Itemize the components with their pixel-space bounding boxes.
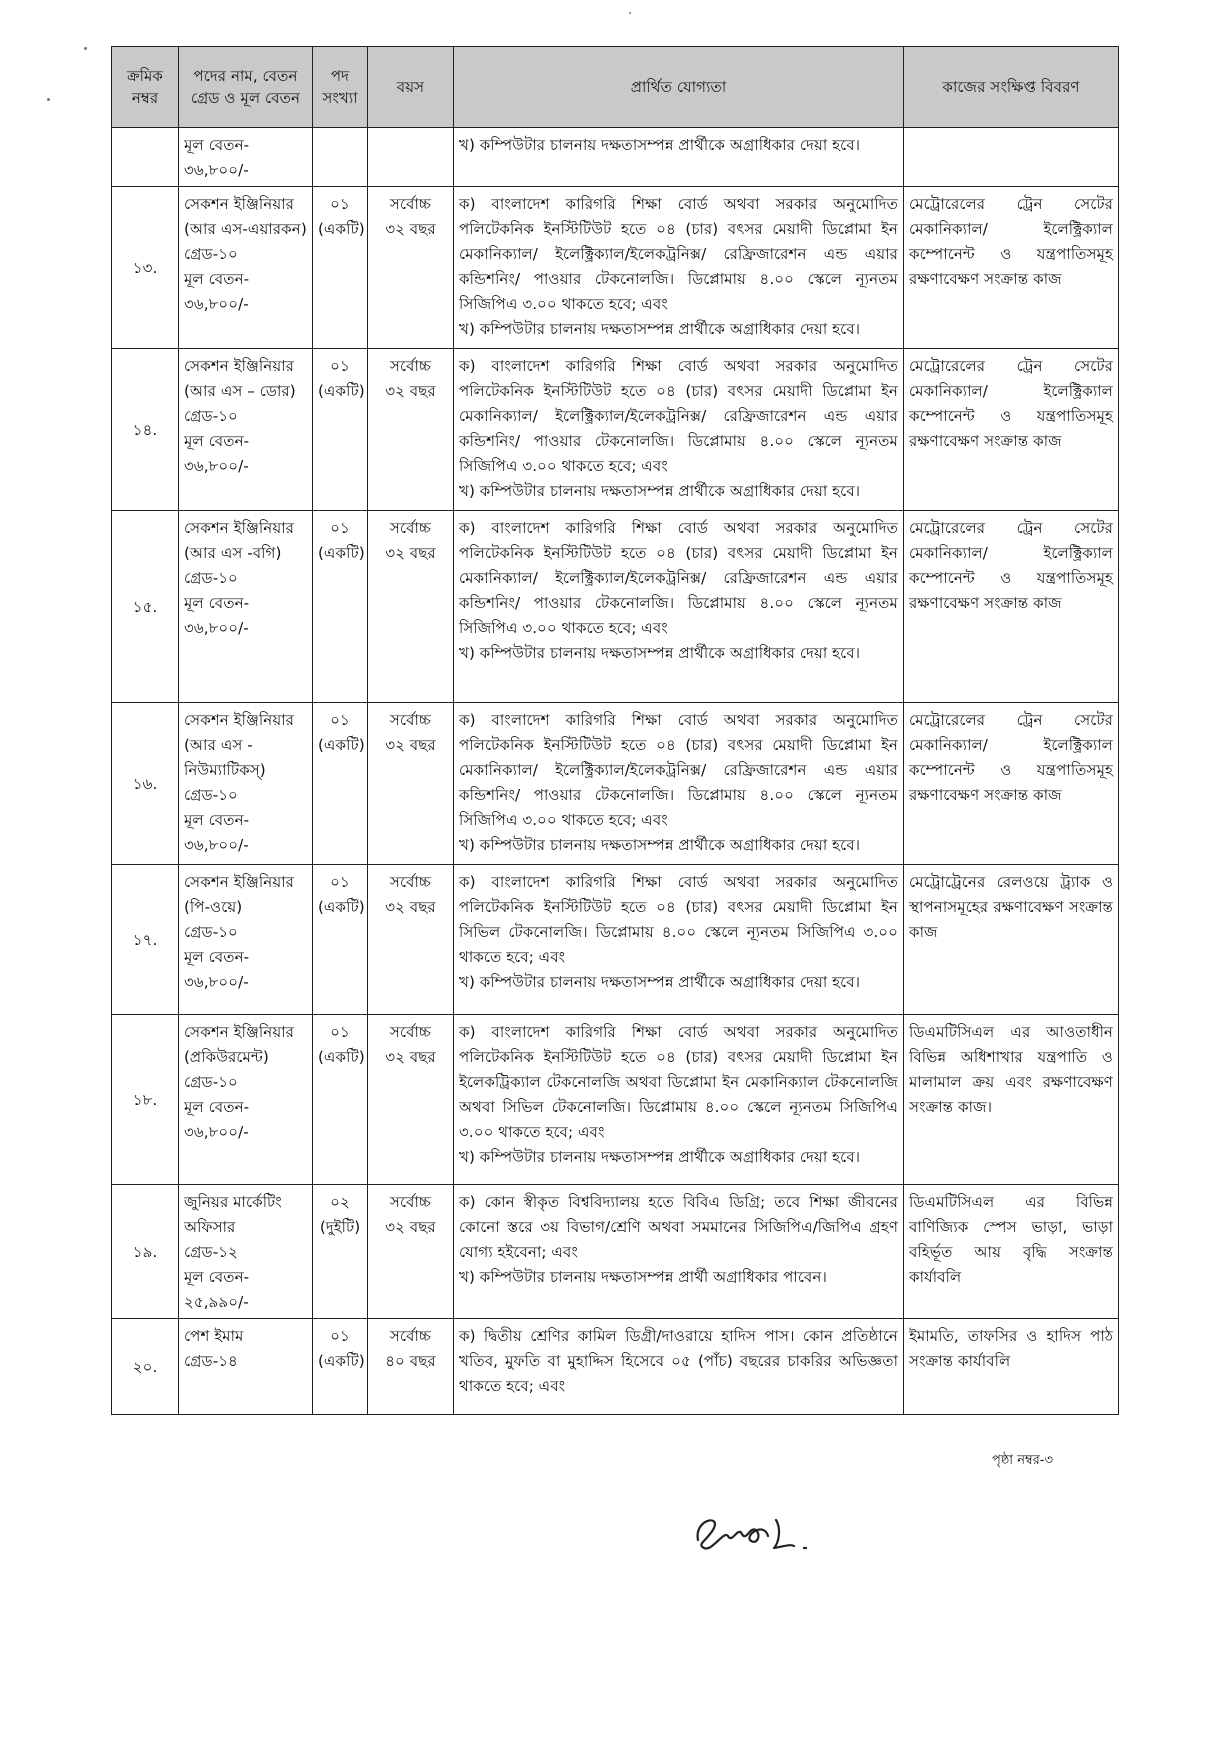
post-name-cell-line: মূল বেতন-: [184, 948, 250, 966]
post-count-cell-line: ০১: [330, 873, 350, 891]
qualification-cell-line: খ) কম্পিউটার চালনায় দক্ষতাসম্পন্ন প্রার্থীকে অগ্রাধিকার দেয়া হবে।: [459, 1148, 861, 1166]
qualification-cell-line: খ) কম্পিউটার চালনায় দক্ষতাসম্পন্ন প্রার্থী অগ্রাধিকার পাবেন।: [459, 1268, 827, 1286]
post-name-cell-line: ৩৬,৮০০/-: [184, 973, 249, 991]
post-name-cell-line: সেকশন ইঞ্জিনিয়ার: [184, 1023, 295, 1041]
table-row: [112, 1015, 1119, 1185]
description-cell-line: মেট্রোরেলের ট্রেন সেটের মেকানিক্যাল/ ইলেক্ট্রিক্যাল কম্পোনেন্ট ও যন্ত্রপাতিসমূহ রক্ষণাবেক্ষণ সংক্রান্ত কাজ: [909, 711, 1113, 804]
qualification-cell-line: ক) বাংলাদেশ কারিগরি শিক্ষা বোর্ড অথবা সরকার অনুমোদিত পলিটেকনিক ইনস্টিটিউট হতে ০৪ (চার) বৎসর মেয়াদী ডিপ্লোমা ইন মেকানিক্যাল/ ইলেক্ট্রিক্যাল/ইলেকট্রনিক্স/ রেফ্রিজারেশন এন্ড এয়ার কন্ডিশনিং/ পাওয়ার টেকনোলজি। ডিপ্লোমায় ৪.০০ স্কেলে ন্যূনতম সিজিপিএ ৩.০০ থাকতে হবে; এবং: [459, 519, 898, 637]
post-count-cell-line: (একটি): [318, 898, 365, 916]
post-count-cell: [313, 349, 368, 511]
post-name-cell-line: সেকশন ইঞ্জিনিয়ার: [184, 873, 295, 891]
qualification-cell-line: ক) দ্বিতীয় শ্রেণির কামিল ডিগ্রী/দাওরায়ে হাদিস পাস। কোন প্রতিষ্ঠানে খতিব, মুফতি বা মুহাদ্দিস হিসেবে ০৫ (পাঁচ) বছরের চাকরির অভিজ্ঞতা থাকতে হবে; এবং: [459, 1327, 898, 1395]
post-count-cell-line: ০১: [330, 1023, 350, 1041]
qualification-cell: [454, 1015, 904, 1185]
header-post-count: পদ সংখ্যা: [313, 47, 368, 128]
post-count-cell: [313, 1015, 368, 1185]
post-name-cell: [179, 1015, 313, 1185]
post-name-cell-line: সেকশন ইঞ্জিনিয়ার: [184, 711, 295, 729]
post-name-cell-line: (আর এস-এয়ারকন): [184, 220, 307, 238]
post-name-cell: [179, 703, 313, 865]
post-count-cell-line: (একটি): [318, 382, 365, 400]
post-count-cell-line: ০২: [330, 1193, 350, 1211]
post-name-cell: [179, 511, 313, 703]
age-cell: [368, 1015, 454, 1185]
table-body: [112, 128, 1119, 1415]
post-count-cell: [313, 511, 368, 703]
post-count-cell: [313, 1185, 368, 1319]
post-name-cell-line: গ্রেড-১০: [184, 407, 238, 425]
post-name-cell: [179, 865, 313, 1015]
post-count-cell-line: (একটি): [318, 1352, 365, 1370]
post-name-cell: [179, 349, 313, 511]
post-name-cell-line: (আর এস – ডোর): [184, 382, 296, 400]
post-name-cell-line: গ্রেড-১০: [184, 569, 238, 587]
header-serial: ক্রমিক নম্বর: [112, 47, 179, 128]
description-cell: [904, 511, 1119, 703]
qualification-cell-line: ক) বাংলাদেশ কারিগরি শিক্ষা বোর্ড অথবা সরকার অনুমোদিত পলিটেকনিক ইনস্টিটিউট হতে ০৪ (চার) বৎসর মেয়াদী ডিপ্লোমা ইন মেকানিক্যাল/ ইলেক্ট্রিক্যাল/ইলেকট্রনিক্স/ রেফ্রিজারেশন এন্ড এয়ার কন্ডিশনিং/ পাওয়ার টেকনোলজি। ডিপ্লোমায় ৪.০০ স্কেলে ন্যূনতম সিজিপিএ ৩.০০ থাকতে হবে; এবং: [459, 711, 898, 829]
header-description: কাজের সংক্ষিপ্ত বিবরণ: [904, 47, 1119, 128]
serial-cell: ১৫.: [112, 511, 179, 703]
description-cell: [904, 349, 1119, 511]
post-name-cell-line: ৩৬,৮০০/-: [184, 619, 249, 637]
age-cell-line: ৩২ বছর: [385, 382, 436, 400]
age-cell-line: ৩২ বছর: [385, 898, 436, 916]
age-cell-line: ৩২ বছর: [385, 544, 436, 562]
signature-icon: [690, 1500, 870, 1560]
post-count-cell-line: ০১: [330, 711, 350, 729]
qualification-cell-line: ক) বাংলাদেশ কারিগরি শিক্ষা বোর্ড অথবা সরকার অনুমোদিত পলিটেকনিক ইনস্টিটিউট হতে ০৪ (চার) বৎসর মেয়াদী ডিপ্লোমা ইন মেকানিক্যাল/ ইলেক্ট্রিক্যাল/ইলেকট্রনিক্স/ রেফ্রিজারেশন এন্ড এয়ার কন্ডিশনিং/ পাওয়ার টেকনোলজি। ডিপ্লোমায় ৪.০০ স্কেলে ন্যূনতম সিজিপিএ ৩.০০ থাকতে হবে; এবং: [459, 357, 898, 475]
post-name-cell-line: জুনিয়র মার্কেটিং: [184, 1193, 282, 1211]
serial-cell: ১৩.: [112, 187, 179, 349]
post-name-cell-line: মূল বেতন-: [184, 136, 250, 154]
qualification-cell: [454, 511, 904, 703]
post-name-cell-line: (পি-ওয়ে): [184, 898, 243, 916]
post-count-cell-line: ০১: [330, 519, 350, 537]
description-cell: [904, 1185, 1119, 1319]
qualification-cell-line: খ) কম্পিউটার চালনায় দক্ষতাসম্পন্ন প্রার্থীকে অগ্রাধিকার দেয়া হবে।: [459, 836, 861, 854]
age-cell-line: সর্বোচ্চ: [389, 1023, 432, 1041]
post-name-cell-line: সেকশন ইঞ্জিনিয়ার: [184, 195, 295, 213]
post-count-cell-line: ০১: [330, 1327, 350, 1345]
age-cell: [368, 703, 454, 865]
age-cell: [368, 865, 454, 1015]
post-name-cell-line: ৩৬,৮০০/-: [184, 161, 249, 179]
post-name-cell-line: ৩৬,৮০০/-: [184, 295, 249, 313]
table-row: [112, 1185, 1119, 1319]
table-row: [112, 187, 1119, 349]
post-count-cell-line: ০১: [330, 195, 350, 213]
qualification-cell: [454, 128, 904, 187]
qualification-cell-line: খ) কম্পিউটার চালনায় দক্ষতাসম্পন্ন প্রার্থীকে অগ্রাধিকার দেয়া হবে।: [459, 136, 861, 154]
table-header-row: [112, 47, 1119, 128]
header-qualification: প্রার্থিত যোগ্যতা: [454, 47, 904, 128]
post-name-cell: [179, 187, 313, 349]
age-cell-line: সর্বোচ্চ: [389, 711, 432, 729]
scan-speck: [629, 12, 631, 14]
qualification-cell-line: ক) বাংলাদেশ কারিগরি শিক্ষা বোর্ড অথবা সরকার অনুমোদিত পলিটেকনিক ইনস্টিটিউট হতে ০৪ (চার) বৎসর মেয়াদী ডিপ্লোমা ইন মেকানিক্যাল/ ইলেক্ট্রিক্যাল/ইলেকট্রনিক্স/ রেফ্রিজারেশন এন্ড এয়ার কন্ডিশনিং/ পাওয়ার টেকনোলজি। ডিপ্লোমায় ৪.০০ স্কেলে ন্যূনতম সিজিপিএ ৩.০০ থাকতে হবে; এবং: [459, 195, 898, 313]
header-age: বয়স: [368, 47, 454, 128]
post-count-cell: [313, 1319, 368, 1415]
qualification-cell-line: খ) কম্পিউটার চালনায় দক্ষতাসম্পন্ন প্রার্থীকে অগ্রাধিকার দেয়া হবে।: [459, 973, 861, 991]
post-name-cell-line: ৩৬,৮০০/-: [184, 457, 249, 475]
page-number: পৃষ্ঠা নম্বর-৩: [992, 1453, 1053, 1468]
post-name-cell-line: মূল বেতন-: [184, 1268, 250, 1286]
post-name-cell-line: গ্রেড-১২: [184, 1243, 238, 1261]
table-row: [112, 865, 1119, 1015]
post-name-cell-line: অফিসার: [184, 1218, 236, 1236]
post-name-cell-line: গ্রেড-১০: [184, 786, 238, 804]
age-cell: [368, 1319, 454, 1415]
age-cell-line: সর্বোচ্চ: [389, 873, 432, 891]
age-cell-line: সর্বোচ্চ: [389, 1193, 432, 1211]
qualification-cell: [454, 349, 904, 511]
post-name-cell-line: (আর এস -বগি): [184, 544, 282, 562]
description-cell: [904, 703, 1119, 865]
post-name-cell-line: মূল বেতন-: [184, 432, 250, 450]
post-count-cell: [313, 187, 368, 349]
post-name-cell-line: মূল বেতন-: [184, 594, 250, 612]
age-cell-line: সর্বোচ্চ: [389, 519, 432, 537]
table-row: [112, 511, 1119, 703]
post-name-cell-line: গ্রেড-১০: [184, 1073, 238, 1091]
age-cell-line: ৩২ বছর: [385, 1048, 436, 1066]
table-row: [112, 1319, 1119, 1415]
scan-speck: [47, 98, 50, 101]
description-cell-line: মেট্রোরেলের ট্রেন সেটের মেকানিক্যাল/ ইলেক্ট্রিক্যাল কম্পোনেন্ট ও যন্ত্রপাতিসমূহ রক্ষণাবেক্ষণ সংক্রান্ত কাজ: [909, 195, 1113, 288]
serial-cell: ১৯.: [112, 1185, 179, 1319]
job-table: [111, 46, 1119, 1415]
post-name-cell-line: মূল বেতন-: [184, 1098, 250, 1116]
age-cell: [368, 349, 454, 511]
age-cell-line: সর্বোচ্চ: [389, 1327, 432, 1345]
qualification-cell: [454, 703, 904, 865]
serial-cell: ১৬.: [112, 703, 179, 865]
age-cell-line: ৩২ বছর: [385, 736, 436, 754]
qualification-cell-line: খ) কম্পিউটার চালনায় দক্ষতাসম্পন্ন প্রার্থীকে অগ্রাধিকার দেয়া হবে।: [459, 482, 861, 500]
qualification-cell: [454, 865, 904, 1015]
post-count-cell-line: (দুইটি): [319, 1218, 361, 1236]
post-name-cell-line: মূল বেতন-: [184, 270, 250, 288]
post-count-cell-line: (একটি): [318, 544, 365, 562]
post-name-cell-line: মূল বেতন-: [184, 811, 250, 829]
qualification-cell: [454, 1185, 904, 1319]
post-name-cell-line: গ্রেড-১০: [184, 923, 238, 941]
description-cell-line: মেট্রোরেলের ট্রেন সেটের মেকানিক্যাল/ ইলেক্ট্রিক্যাল কম্পোনেন্ট ও যন্ত্রপাতিসমূহ রক্ষণাবেক্ষণ সংক্রান্ত কাজ: [909, 519, 1113, 612]
age-cell-line: ৪০ বছর: [385, 1352, 436, 1370]
description-cell: [904, 1319, 1119, 1415]
qualification-cell-line: ক) বাংলাদেশ কারিগরি শিক্ষা বোর্ড অথবা সরকার অনুমোদিত পলিটেকনিক ইনস্টিটিউট হতে ০৪ (চার) বৎসর মেয়াদী ডিপ্লোমা ইন সিভিল টেকনোলজি। ডিপ্লোমায় ৪.০০ স্কেলে ন্যূনতম সিজিপিএ ৩.০০ থাকতে হবে; এবং: [459, 873, 898, 966]
post-name-cell-line: ৩৬,৮০০/-: [184, 836, 249, 854]
description-cell: [904, 865, 1119, 1015]
post-name-cell-line: সেকশন ইঞ্জিনিয়ার: [184, 357, 295, 375]
qualification-cell-line: খ) কম্পিউটার চালনায় দক্ষতাসম্পন্ন প্রার্থীকে অগ্রাধিকার দেয়া হবে।: [459, 320, 861, 338]
age-cell-line: ৩২ বছর: [385, 1218, 436, 1236]
qualification-cell: [454, 187, 904, 349]
post-name-cell-line: নিউম্যাটিকস্): [184, 761, 266, 779]
qualification-cell-line: ক) কোন স্বীকৃত বিশ্ববিদ্যালয় হতে বিবিএ ডিগ্রি; তবে শিক্ষা জীবনের কোনো স্তরে ৩য় বিভাগ/শ্রেণি অথবা সমমানের সিজিপিএ/জিপিএ গ্রহণ যোগ্য হইবেনা; এবং: [459, 1193, 898, 1261]
qualification-cell-line: ক) বাংলাদেশ কারিগরি শিক্ষা বোর্ড অথবা সরকার অনুমোদিত পলিটেকনিক ইনস্টিটিউট হতে ০৪ (চার) বৎসর মেয়াদী ডিপ্লোমা ইন ইলেকট্রিক্যাল টেকনোলজি অথবা ডিপ্লোমা ইন মেকানিক্যাল টেকনোলজি অথবা সিভিল টেকনোলজি। ডিপ্লোমায় ৪.০০ স্কেলে ন্যূনতম সিজিপিএ ৩.০০ থাকতে হবে; এবং: [459, 1023, 898, 1141]
description-cell-line: মেট্রোরেলের ট্রেন সেটের মেকানিক্যাল/ ইলেক্ট্রিক্যাল কম্পোনেন্ট ও যন্ত্রপাতিসমূহ রক্ষণাবেক্ষণ সংক্রান্ত কাজ: [909, 357, 1113, 450]
post-name-cell-line: ২৫,৯৯০/-: [184, 1293, 249, 1311]
description-cell-line: ডিএমটিসিএল এর বিভিন্ন বাণিজ্যিক স্পেস ভাড়া, ভাড়া বহির্ভূত আয় বৃদ্ধি সংক্রান্ত কার্যাবলি: [909, 1193, 1113, 1286]
post-name-cell: [179, 1185, 313, 1319]
post-name-cell-line: সেকশন ইঞ্জিনিয়ার: [184, 519, 295, 537]
description-cell: [904, 1015, 1119, 1185]
post-count-cell-line: ০১: [330, 357, 350, 375]
post-name-cell: [179, 1319, 313, 1415]
age-cell-line: সর্বোচ্চ: [389, 195, 432, 213]
post-count-cell-line: (একটি): [318, 220, 365, 238]
table-row: [112, 128, 1119, 187]
age-cell-line: ৩২ বছর: [385, 220, 436, 238]
age-cell: [368, 1185, 454, 1319]
post-name-cell-line: (প্রকিউরমেন্ট): [184, 1048, 269, 1066]
age-cell: [368, 128, 454, 187]
description-cell: [904, 187, 1119, 349]
post-name-cell-line: পেশ ইমাম: [184, 1327, 244, 1345]
post-name-cell-line: গ্রেড-১৪: [184, 1352, 238, 1370]
post-count-cell: [313, 703, 368, 865]
serial-cell: ২০.: [112, 1319, 179, 1415]
description-cell: [904, 128, 1119, 187]
post-count-cell-line: (একটি): [318, 736, 365, 754]
post-name-cell: [179, 128, 313, 187]
description-cell-line: ইমামতি, তাফসির ও হাদিস পাঠ সংক্রান্ত কার্যাবলি: [909, 1327, 1113, 1370]
post-name-cell-line: গ্রেড-১০: [184, 245, 238, 263]
serial-cell: [112, 128, 179, 187]
table-row: [112, 349, 1119, 511]
post-count-cell-line: (একটি): [318, 1048, 365, 1066]
qualification-cell: [454, 1319, 904, 1415]
serial-cell: ১৮.: [112, 1015, 179, 1185]
serial-cell: ১৪.: [112, 349, 179, 511]
post-count-cell: [313, 128, 368, 187]
qualification-cell-line: খ) কম্পিউটার চালনায় দক্ষতাসম্পন্ন প্রার্থীকে অগ্রাধিকার দেয়া হবে।: [459, 644, 861, 662]
post-name-cell-line: ৩৬,৮০০/-: [184, 1123, 249, 1141]
age-cell: [368, 187, 454, 349]
post-count-cell: [313, 865, 368, 1015]
description-cell-line: মেট্রোট্রেনের রেলওয়ে ট্র্যাক ও স্থাপনাসমূহের রক্ষণাবেক্ষণ সংক্রান্ত কাজ: [909, 873, 1113, 941]
description-cell-line: ডিএমটিসিএল এর আওতাধীন বিভিন্ন অধিশাখার যন্ত্রপাতি ও মালামাল ক্রয় এবং রক্ষণাবেক্ষণ সংক্রান্ত কাজ।: [909, 1023, 1113, 1116]
age-cell: [368, 511, 454, 703]
scan-speck: [84, 47, 87, 50]
age-cell-line: সর্বোচ্চ: [389, 357, 432, 375]
serial-cell: ১৭.: [112, 865, 179, 1015]
post-name-cell-line: (আর এস -: [184, 736, 253, 754]
table-row: [112, 703, 1119, 865]
header-post-name: পদের নাম, বেতন গ্রেড ও মূল বেতন: [179, 47, 313, 128]
